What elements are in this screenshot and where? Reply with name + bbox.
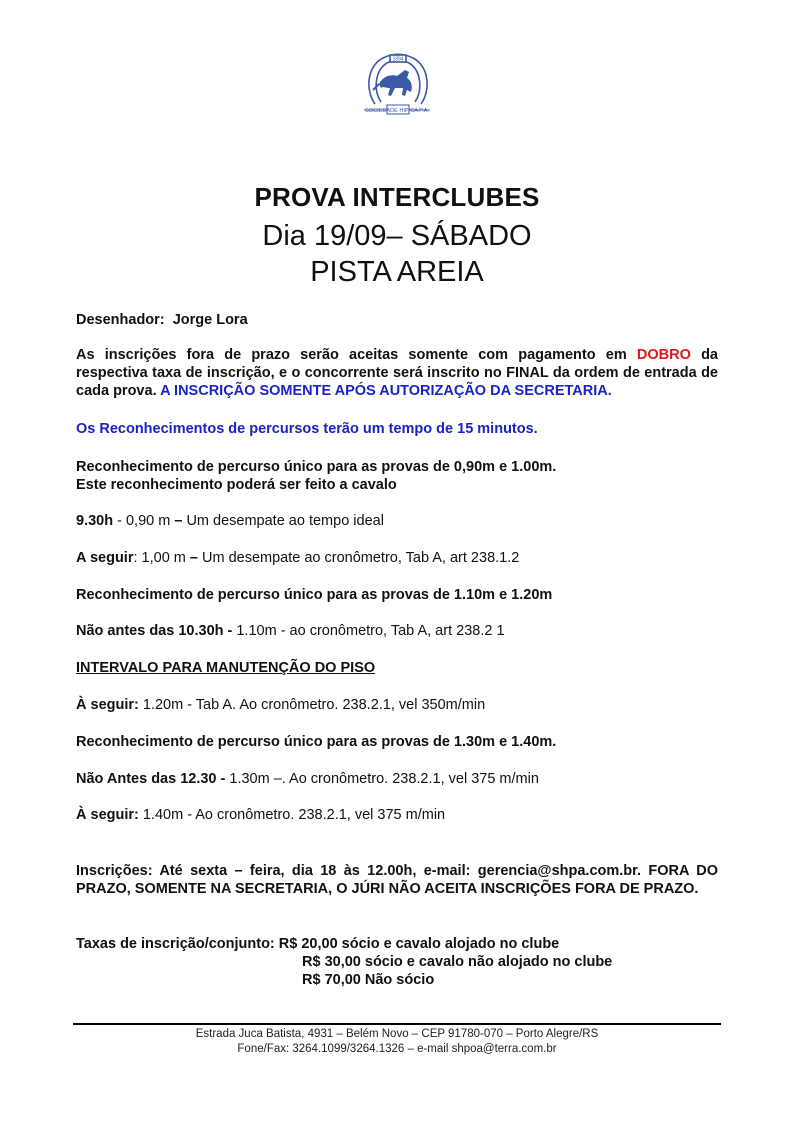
fee-line-1 xyxy=(76,935,718,953)
event-height: - 0,90 m xyxy=(113,513,175,529)
event-item xyxy=(76,770,718,788)
event-item xyxy=(76,622,718,640)
event-time: À seguir: xyxy=(76,807,139,823)
event-description: Um desempate ao tempo ideal xyxy=(182,513,384,529)
interval-heading: INTERVALO PARA MANUTENÇÃO DO PISO xyxy=(76,660,376,676)
fees-block xyxy=(76,935,718,989)
fee-3: R$ 70,00 Não sócio xyxy=(302,972,435,988)
event-description: 1.40m - Ao cronômetro. 238.2.1, vel 375 m/min xyxy=(138,807,446,823)
recon-note-1-line1: Reconhecimento de percurso único para as provas de 0,90m e 1.00m. xyxy=(76,459,557,475)
footer-divider xyxy=(73,1023,721,1025)
designer-line xyxy=(76,311,718,329)
event-time: Não Antes das 12.30 - xyxy=(76,771,226,787)
event-item xyxy=(76,549,718,567)
event-venue: PISTA AREIA xyxy=(310,256,484,288)
event-time: A seguir xyxy=(76,550,134,566)
event-item xyxy=(76,512,718,530)
recon-note-2: Reconhecimento de percurso único para as provas de 1.10m e 1.20m xyxy=(76,587,553,603)
logo-bottom-text: SOCIEDADE HIPICA P.A. xyxy=(365,108,429,114)
notice-text-2: da respectiva taxa de inscrição, e o concorrente será inscrito no FINAL da ordem de entrada de cada prova. xyxy=(76,347,718,399)
event-description: 1.10m - ao cronômetro, Tab A, art 238.2 1 xyxy=(232,623,505,639)
recon-note-1-line2: Este reconhecimento poderá ser feito a cavalo xyxy=(76,477,397,493)
notice-highlight: DOBRO xyxy=(636,347,691,363)
event-time: Não antes das 10.30h - xyxy=(76,623,233,639)
fee-2: R$ 30,00 sócio e cavalo não alojado no clube xyxy=(302,954,613,970)
recon-note-1 xyxy=(76,458,718,494)
horse-horseshoe-emblem-icon xyxy=(361,50,433,120)
event-height: : 1,00 m xyxy=(133,550,190,566)
fees-label: Taxas de inscrição/conjunto: xyxy=(76,936,275,952)
registration-info: Inscrições: Até sexta – feira, dia 18 às 12.00h, e-mail: gerencia@shpa.com.br. FORA DO PRAZO, SOMENTE NA SECRETARIA, O JÚRI NÃO ACEITA INSCRIÇÕES FORA DE PRAZO. xyxy=(76,863,718,897)
late-registration-notice xyxy=(76,346,718,400)
event-description: Um desempate ao cronômetro, Tab A, art 238.1.2 xyxy=(197,550,520,566)
event-time: À seguir: xyxy=(76,697,139,713)
event-description: 1.20m - Tab A. Ao cronômetro. 238.2.1, vel 350m/min xyxy=(138,697,486,713)
notice-authorization: A INSCRIÇÃO SOMENTE APÓS AUTORIZAÇÃO DA SECRETARIA. xyxy=(160,383,612,399)
designer-label: Desenhador: xyxy=(76,312,165,328)
event-dash: – xyxy=(189,550,198,566)
event-item xyxy=(76,806,718,824)
event-dash: – xyxy=(174,513,183,529)
event-description: 1.30m –. Ao cronômetro. 238.2.1, vel 375 m/min xyxy=(225,771,539,787)
event-title: PROVA INTERCLUBES xyxy=(254,182,540,212)
recon-time-note: Os Reconhecimentos de percursos terão um tempo de 15 minutos. xyxy=(76,421,538,437)
recon-note-3: Reconhecimento de percurso único para as provas de 1.30m e 1.40m. xyxy=(76,734,557,750)
event-time: 9.30h xyxy=(76,513,114,529)
event-date: Dia 19/09– SÁBADO xyxy=(262,220,532,252)
footer-address: Estrada Juca Batista, 4931 – Belém Novo – CEP 91780-070 – Porto Alegre/RS xyxy=(195,1028,599,1040)
fee-1: R$ 20,00 sócio e cavalo alojado no clube xyxy=(278,936,560,952)
notice-text-1: As inscrições fora de prazo serão aceitas somente com pagamento em xyxy=(76,347,637,363)
logo-top-text: 1894 xyxy=(392,56,404,63)
footer-contact: Fone/Fax: 3264.1099/3264.1326 – e-mail shpoa@terra.com.br xyxy=(237,1043,557,1055)
designer-name: Jorge Lora xyxy=(172,312,248,328)
event-item xyxy=(76,696,718,714)
